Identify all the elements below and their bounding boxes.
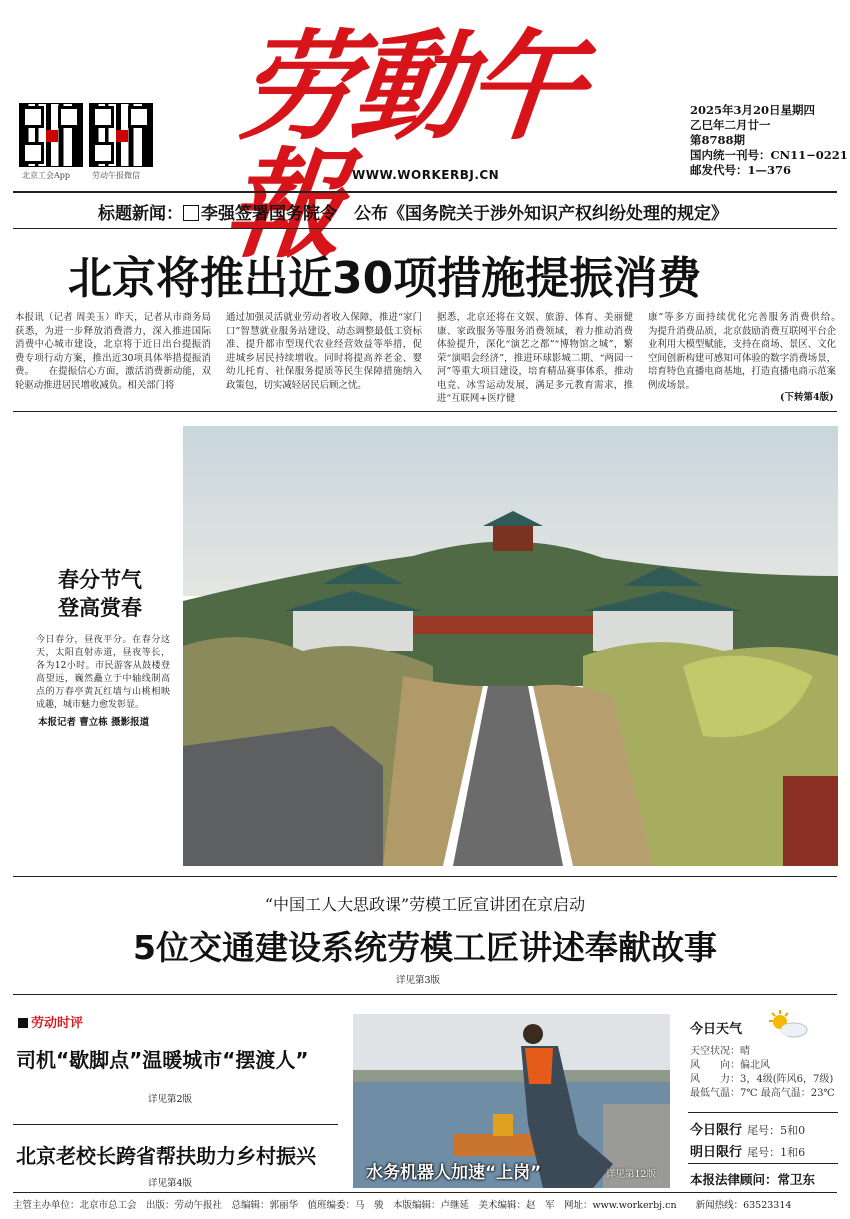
main-photo-svg xyxy=(183,426,838,866)
weather-divider xyxy=(688,1112,838,1113)
weather-sky: 天空状况：晴 xyxy=(690,1046,750,1057)
commentary-divider xyxy=(13,1124,338,1125)
headline-news-text: 李强签署国务院令 公布《国务院关于涉外知识产权纠纷处理的规定》 xyxy=(201,204,728,224)
lead-headline[interactable]: 北京将推出近30项措施提振消费 xyxy=(68,253,702,304)
sun-cloud-icon xyxy=(766,1008,810,1040)
vw-far-shore xyxy=(353,1070,670,1084)
rule-under-photo xyxy=(13,876,837,877)
commentary-1-see[interactable]: 详见第2版 xyxy=(148,1094,193,1105)
vw-vest xyxy=(525,1048,553,1084)
qr-code-wechat[interactable] xyxy=(90,104,152,166)
issue-postal: 邮发代号：1—376 xyxy=(690,163,792,177)
commentary-2-see[interactable]: 详见第4版 xyxy=(148,1178,193,1189)
qr-label-wechat: 劳动午报微信 xyxy=(92,171,140,180)
limits-divider xyxy=(688,1163,838,1164)
issue-cn: 国内统一刊号：CN11−0221 xyxy=(690,148,848,162)
view-window-caption[interactable]: 水务机器人加速“上岗” xyxy=(366,1163,542,1183)
limit-today xyxy=(690,1119,805,1138)
issue-date: 2025年3月20日星期四 xyxy=(690,103,816,117)
weather-wind-dir: 风 向：偏北风 xyxy=(690,1060,770,1071)
limit-tomorrow xyxy=(690,1141,805,1160)
lead-col-2: 通过加强灵活就业劳动者收入保障，推进“家门口”智慧就业服务站建设、动态调整最低工资标准、提升都市型现代农业经营效益等举措，促进城乡居民持续增收。同时将提高养老金、婴幼儿托育、社保服务提质等民生保障措施纳入政策包，切实减轻居民后顾之忧。 xyxy=(226,312,422,391)
red-wall xyxy=(413,616,593,634)
masthead-url[interactable]: WWW.WORKERBJ.CN xyxy=(352,168,500,182)
weather-rows xyxy=(690,1045,835,1101)
headline-news[interactable] xyxy=(98,199,728,224)
building-right xyxy=(783,776,838,866)
left-hall xyxy=(293,611,413,651)
rooftops-left xyxy=(183,726,383,866)
footer: 主管主办单位：北京市总工会 出版：劳动午报社 总编辑：郭丽华 值班编委：马 骏 本版编辑：卢继延 美术编辑：赵 军 网址：www.workerbj.cn 新闻热线：63523314 xyxy=(13,1200,792,1211)
commentary-tag-label: 劳动时评 xyxy=(31,1016,84,1031)
photo-story-title-2: 登高赏春 xyxy=(58,596,142,620)
limit-tomorrow-label: 明日限行 xyxy=(690,1145,743,1160)
weather-temp: 最低气温：7℃ 最高气温：23℃ xyxy=(690,1088,835,1099)
commentary-tag xyxy=(18,1012,83,1031)
issue-info xyxy=(690,103,848,178)
headline-news-label: 标题新闻： xyxy=(98,204,183,224)
second-kicker: “中国工人大思政课”劳模工匠宣讲团在京启动 xyxy=(264,895,586,914)
weather-title: 今日天气 xyxy=(690,1022,743,1037)
main-photo[interactable] xyxy=(183,426,838,866)
weather-wind-force: 风 力：3，4级(阵风6，7级) xyxy=(690,1074,834,1085)
limit-today-value: 尾号：5和0 xyxy=(747,1124,806,1137)
vw-robot-top xyxy=(493,1114,513,1136)
view-window-see[interactable]: 详见第12版 xyxy=(606,1169,657,1180)
second-headline[interactable]: 5位交通建设系统劳模工匠讲述奉献故事 xyxy=(133,928,717,967)
qr-code-app[interactable] xyxy=(20,104,82,166)
photo-story-credit: 本报记者 曹立栋 摄影报道 xyxy=(38,717,150,728)
lead-col-3: 据悉，北京还将在文娱、旅游、体育、美丽健康、家政服务等服务消费领域，着力推动消费体验提升，深化“演艺之都”“博物馆之城”，繁荣“演唱会经济”，推进环球影城二期、“两园一河”等重大项目建设，培育精品赛事体系，推动电竞、冰雪运动发展，满足多元教育需求，推进“互联网+医疗健 xyxy=(437,312,633,404)
square-icon xyxy=(18,1018,28,1028)
commentary-2-headline[interactable]: 北京老校长跨省帮扶助力乡村振兴 xyxy=(16,1144,316,1168)
rule-under-headline-news xyxy=(13,228,837,229)
photo-story-body: 今日春分，昼夜平分。在春分这天，太阳直射赤道，昼夜等长，各为12小时。市民游客从鼓楼登高望远，巍然矗立于中轴线制高点的万春亭黄瓦红墙与山桃相映成趣，城市魅力愈发彰显。 xyxy=(36,635,170,710)
vw-worker-head xyxy=(523,1024,543,1044)
photo-story-title-1: 春分节气 xyxy=(58,568,142,592)
top-rule xyxy=(13,191,837,193)
commentary-1-headline[interactable]: 司机“歇脚点”温暖城市“摆渡人” xyxy=(16,1048,309,1072)
legal-advisor: 本报法律顾问：常卫东 xyxy=(690,1172,816,1187)
issue-lunar: 乙巳年二月廿一 xyxy=(690,118,771,132)
second-see[interactable]: 详见第3版 xyxy=(396,975,441,986)
lead-col-4: 康”等多方面持续优化完善服务消费供给。 为提升消费品质，北京鼓励消费互联网平台企业利用大模型赋能，支持在商场、景区、文化空间创新构建可感知可体验的数字消费场景，培育特色直播电商基地，打造直播电商示范案例成场景。 xyxy=(648,312,836,391)
lead-col-1: 本报讯（记者 周美玉）昨天，记者从市商务局获悉，为进一步释放消费潜力，深入推进国际消费中心城市建设，北京将于近日出台提振消费专项行动方案，推出近30项具体举措提振消费。 在提振信心方面，激活消费新动能，双轮驱动推进居民增收减负。相关部门将 xyxy=(15,312,211,391)
checkbox-icon xyxy=(183,205,199,221)
footer-rule xyxy=(13,1192,837,1193)
limit-today-label: 今日限行 xyxy=(690,1123,743,1138)
vw-sky xyxy=(353,1014,670,1074)
photo-story-title xyxy=(30,566,170,622)
qr-label-app: 北京工会App xyxy=(22,171,71,180)
rule-above-bottom xyxy=(13,994,837,995)
limit-tomorrow-value: 尾号：1和6 xyxy=(747,1146,806,1159)
issue-number: 第8788期 xyxy=(690,133,746,147)
masthead-title: 劳動午報 xyxy=(218,17,588,274)
lead-continued[interactable]: (下转第4版) xyxy=(780,392,834,403)
rule-under-lead xyxy=(13,411,837,412)
